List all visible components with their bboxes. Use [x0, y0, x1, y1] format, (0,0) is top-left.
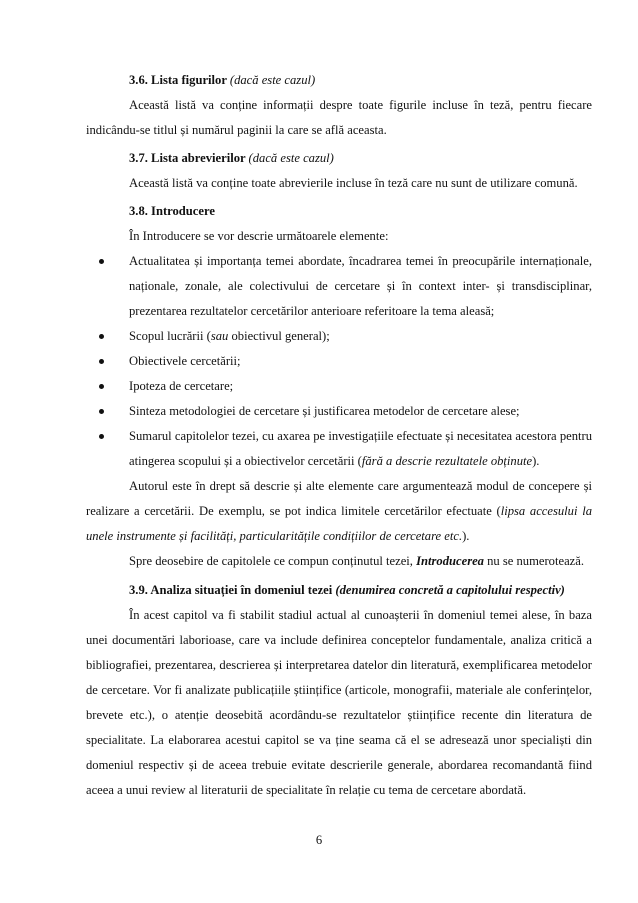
list-item — [86, 424, 592, 474]
heading-text: 3.6. Lista figurilor — [129, 73, 227, 87]
list-item: Obiectivele cercetării; — [86, 349, 592, 374]
section-3-6 — [86, 68, 592, 143]
para-italic: lipsa accesului la unele instrumente și facilități, particularitățile condițiilor de cercetare etc. — [86, 504, 592, 543]
section-heading — [86, 68, 592, 93]
para-text: nu se numerotează. — [483, 554, 584, 568]
item-text: obiectivul general); — [228, 329, 330, 343]
section-3-8 — [86, 199, 592, 574]
list-item: Ipoteza de cercetare; — [86, 374, 592, 399]
heading-text: 3.7. Lista abrevierilor — [129, 151, 246, 165]
para-text: Spre deosebire de capitolele ce compun conținutul tezei, — [129, 554, 417, 568]
section-3-9 — [86, 578, 592, 803]
item-text: ). — [532, 454, 540, 468]
page-number: 6 — [315, 833, 323, 847]
list-item: Actualitatea și importanța temei abordate, încadrarea temei în preocupările internaționale, naționale, zonale, ale colectivului de cercetare și în context inter- și transdisciplinar, prezentarea rezultatelor cercetărilor anterioare referitoare la tema aleasă; — [86, 249, 592, 324]
para-text: Autorul este în drept să descrie și alte elemente care argumentează modul de concepere și realizare a cercetării. De exemplu, se pot indica limitele cercetărilor efectuate ( — [86, 479, 592, 518]
bullet-list — [86, 249, 592, 474]
paragraph: Această listă va conține informații despre toate figurile incluse în teză, pentru fiecare indicându-se titlul și numărul paginii la care se află aceasta. — [86, 98, 592, 137]
paragraph — [86, 474, 592, 549]
heading-note: (denumirea concretă a capitolului respectiv) — [335, 583, 565, 597]
section-heading — [86, 146, 592, 171]
para-bold-italic: Introducerea — [416, 554, 484, 568]
item-italic: sau — [210, 329, 229, 343]
paragraph — [86, 549, 592, 574]
item-italic: fără a descrie rezultatele obținute — [361, 454, 533, 468]
heading-text: 3.9. Analiza situației în domeniul tezei — [129, 583, 333, 597]
paragraph: În acest capitol va fi stabilit stadiul actual al cunoașterii în domeniul temei alese, în baza unei documentări laborioase, care va include definirea conceptelor fundamentale, analiza critică a bibliografiei, prezentarea, descrierea și interpretarea datelor din literatură, exemplificarea metodelor de cercetare. Vor fi analizate publicațiile științifice (articole, monografii, materiale ale conferințelor, brevete etc.), o atenție deosebită acordându-se rezultatelor științifice recente din literatura de specialitate. La elaborarea acestui capitol se va ține seama că el se adresează unor specialiști din domeniul respectiv și de aceea trebuie evitate descrierile generale, abordarea recomandantă fiind aceea a unui review al literaturii de specialitate în relație cu tema de cercetare abordată. — [86, 608, 592, 797]
para-text: ). — [462, 529, 470, 543]
section-heading: 3.8. Introducere — [129, 204, 215, 218]
paragraph: În Introducere se vor descrie următoarele elemente: — [129, 229, 389, 243]
section-heading — [86, 578, 592, 603]
section-3-7 — [86, 146, 592, 196]
list-item: Sinteza metodologiei de cercetare și justificarea metodelor de cercetare alese; — [86, 399, 592, 424]
heading-note: (dacă este cazul) — [248, 151, 334, 165]
paragraph: Această listă va conține toate abrevierile incluse în teză care nu sunt de utilizare comună. — [129, 176, 578, 190]
item-text: Scopul lucrării ( — [129, 329, 211, 343]
list-item — [86, 324, 592, 349]
item-text: Sumarul capitolelor tezei, cu axarea pe investigațiile efectuate și necesitatea acestora pentru atingerea scopului și a obiectivelor cercetării ( — [129, 429, 592, 468]
heading-note: (dacă este cazul) — [229, 73, 316, 87]
